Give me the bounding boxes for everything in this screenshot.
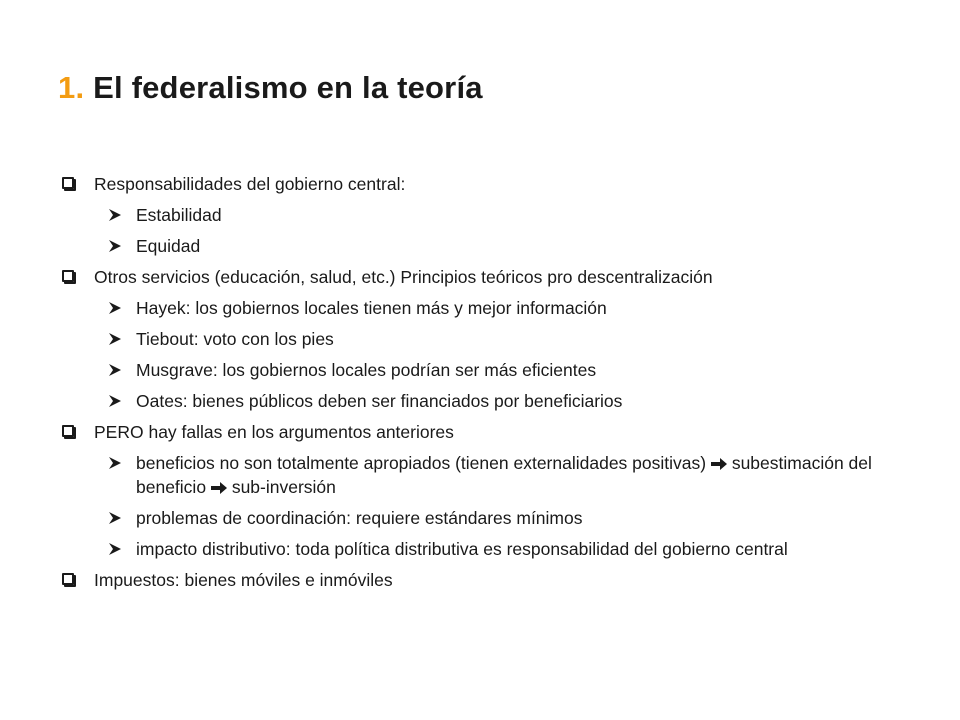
slide-title <box>58 70 483 106</box>
checkbox-square-icon <box>62 270 74 282</box>
sub-bullet <box>60 537 920 561</box>
sub-bullet-text: Tiebout: voto con los pies <box>136 329 334 349</box>
arrowhead-icon <box>108 512 122 524</box>
section-label: Otros servicios (educación, salud, etc.) Principios teóricos pro descentralización <box>94 267 713 287</box>
title-number: 1. <box>58 70 85 105</box>
arrowhead-icon <box>108 457 122 469</box>
sub-bullet-text: Estabilidad <box>136 205 222 225</box>
sub-bullet <box>60 389 920 413</box>
section-bullet <box>60 172 920 196</box>
sub-bullet <box>60 327 920 351</box>
arrowhead-icon <box>108 364 122 376</box>
section-label: PERO hay fallas en los argumentos anteriores <box>94 422 454 442</box>
arrowhead-icon <box>108 240 122 252</box>
sub-bullet <box>60 296 920 320</box>
arrowhead-icon <box>108 302 122 314</box>
sub-bullet-text: problemas de coordinación: requiere estándares mínimos <box>136 508 583 528</box>
section-label: Impuestos: bienes móviles e inmóviles <box>94 570 393 590</box>
arrowhead-icon <box>108 395 122 407</box>
right-arrow-icon <box>711 458 727 470</box>
sub-bullet-text: Hayek: los gobiernos locales tienen más y mejor información <box>136 298 607 318</box>
checkbox-square-icon <box>62 177 74 189</box>
arrowhead-icon <box>108 209 122 221</box>
sub-bullet <box>60 451 920 499</box>
sub-bullet-text: Musgrave: los gobiernos locales podrían ser más eficientes <box>136 360 597 380</box>
section-bullet <box>60 420 920 444</box>
arrowhead-icon <box>108 333 122 345</box>
sub-bullet-text: Oates: bienes públicos deben ser financiados por beneficiarios <box>136 391 623 411</box>
sub-bullet-text-part3: sub-inversión <box>231 477 336 497</box>
section-label: Responsabilidades del gobierno central: <box>94 174 406 194</box>
sub-bullet <box>60 358 920 382</box>
checkbox-square-icon <box>62 573 74 585</box>
right-arrow-icon <box>211 482 227 494</box>
section-bullet <box>60 265 920 289</box>
sub-bullet-text: impacto distributivo: toda política distributiva es responsabilidad del gobierno central <box>136 539 788 559</box>
arrowhead-icon <box>108 543 122 555</box>
sub-bullet-text-part2: subestimación del beneficio <box>136 453 872 497</box>
sub-bullet <box>60 506 920 530</box>
bullet-list <box>60 172 920 599</box>
sub-bullet <box>60 234 920 258</box>
checkbox-square-icon <box>62 425 74 437</box>
sub-bullet <box>60 203 920 227</box>
sub-bullet-text: Equidad <box>136 236 201 256</box>
section-bullet <box>60 568 920 592</box>
sub-bullet-text-part1: beneficios no son totalmente apropiados (tienen externalidades positivas) <box>136 453 707 473</box>
title-text: El federalismo en la teoría <box>93 70 483 105</box>
